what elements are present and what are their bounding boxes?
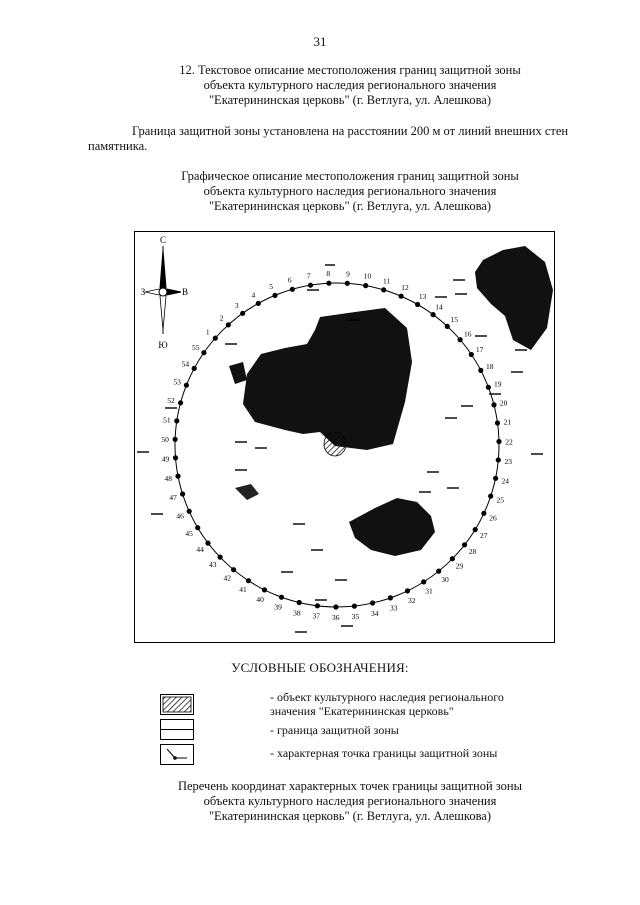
legend-title: УСЛОВНЫЕ ОБОЗНАЧЕНИЯ: xyxy=(231,660,409,675)
legend-symbol-point xyxy=(160,744,194,765)
boundary-point-17 xyxy=(469,352,474,357)
boundary-point-label-21: 21 xyxy=(503,417,512,427)
compass-west-label: З xyxy=(140,287,146,297)
boundary-point-label-1: 1 xyxy=(205,327,210,337)
boundary-point-22 xyxy=(496,439,501,444)
boundary-point-38 xyxy=(297,600,302,605)
boundary-point-10 xyxy=(363,283,368,288)
boundary-point-label-20: 20 xyxy=(499,398,508,408)
boundary-point-label-49: 49 xyxy=(161,454,170,464)
boundary-point-label-48: 48 xyxy=(164,474,172,483)
boundary-point-label-47: 47 xyxy=(169,493,177,502)
boundary-point-14 xyxy=(431,312,436,317)
legend-item3: - характерная точка границы защитной зоны xyxy=(270,746,498,760)
boundary-point-39 xyxy=(279,595,284,600)
boundary-point-label-44: 44 xyxy=(196,545,204,555)
boundary-point-40 xyxy=(262,587,267,592)
heading-text-description xyxy=(60,63,640,108)
legend-item1-line1: - объект культурного наследия регионального xyxy=(270,690,504,704)
boundary-point-label-17: 17 xyxy=(475,344,484,354)
boundary-point-label-25: 25 xyxy=(496,495,504,505)
legend-heritage-text xyxy=(270,690,504,718)
legend-item2: - граница защитной зоны xyxy=(270,723,399,737)
heading-coordinates-list xyxy=(60,779,640,824)
boundary-point-2 xyxy=(226,322,231,327)
map-dark-area-bottom xyxy=(349,498,435,556)
boundary-point-27 xyxy=(473,527,478,532)
boundary-point-label-19: 19 xyxy=(493,379,502,389)
boundary-point-label-9: 9 xyxy=(346,269,350,279)
boundary-point-label-29: 29 xyxy=(455,561,464,571)
boundary-point-30 xyxy=(436,569,441,574)
boundary-point-45 xyxy=(195,525,200,530)
heading3-line3: "Екатерининская церковь" (г. Ветлуга, ул. Алешкова) xyxy=(208,809,492,823)
legend-symbol-boundary xyxy=(160,719,194,740)
protection-zone-map xyxy=(134,231,555,643)
boundary-point-label-3: 3 xyxy=(234,301,239,311)
heading2-line1: Графическое описание местоположения границ защитной зоны xyxy=(181,169,519,183)
boundary-point-29 xyxy=(450,556,455,561)
boundary-point-label-22: 22 xyxy=(505,437,513,447)
heritage-object-hatched xyxy=(324,432,346,456)
boundary-point-34 xyxy=(370,600,375,605)
boundary-point-12 xyxy=(399,294,404,299)
map-dark-area-bottomleft xyxy=(235,484,259,500)
boundary-point-55 xyxy=(201,350,206,355)
boundary-point-31 xyxy=(421,579,426,584)
map-canvas xyxy=(135,232,554,642)
boundary-point-26 xyxy=(481,511,486,516)
map-dark-area-topright xyxy=(475,246,553,350)
boundary-point-label-38: 38 xyxy=(293,608,301,618)
boundary-point-32 xyxy=(405,588,410,593)
boundary-point-48 xyxy=(175,474,180,479)
boundary-point-label-14: 14 xyxy=(435,302,443,312)
boundary-point-label-33: 33 xyxy=(389,603,398,613)
boundary-point-43 xyxy=(218,555,223,560)
boundary-point-label-36: 36 xyxy=(332,613,340,622)
boundary-point-35 xyxy=(352,604,357,609)
boundary-point-16 xyxy=(458,337,463,342)
boundary-point-33 xyxy=(388,595,393,600)
boundary-point-25 xyxy=(488,494,493,499)
boundary-point-label-4: 4 xyxy=(251,290,256,300)
boundary-point-label-26: 26 xyxy=(489,513,497,523)
boundary-point-label-16: 16 xyxy=(464,329,472,339)
boundary-point-label-50: 50 xyxy=(161,434,169,444)
boundary-point-label-45: 45 xyxy=(185,528,193,538)
boundary-point-20 xyxy=(491,402,496,407)
heading2-line2: объекта культурного наследия регионального значения xyxy=(203,184,497,198)
boundary-point-37 xyxy=(315,603,320,608)
boundary-point-label-42: 42 xyxy=(223,573,231,583)
boundary-point-13 xyxy=(415,302,420,307)
boundary-point-label-32: 32 xyxy=(408,595,416,605)
heading1-line3: "Екатерининская церковь" (г. Ветлуга, ул. Алешкова) xyxy=(208,93,492,107)
compass-east-label: В xyxy=(181,287,189,297)
boundary-point-label-18: 18 xyxy=(485,361,494,371)
boundary-point-54 xyxy=(192,366,197,371)
boundary-point-28 xyxy=(462,542,467,547)
boundary-point-53 xyxy=(184,383,189,388)
zone-description-paragraph: Граница защитной зоны установлена на расстоянии 200 м от линий внешних стен памятника. xyxy=(88,124,569,153)
boundary-point-label-2: 2 xyxy=(219,313,224,323)
heading-graphic-description xyxy=(60,169,640,214)
boundary-point-18 xyxy=(478,368,483,373)
boundary-point-label-39: 39 xyxy=(274,602,282,612)
boundary-point-label-52: 52 xyxy=(167,396,175,406)
map-dark-area-left-small xyxy=(229,362,247,384)
heading1-line2: объекта культурного наследия регионального значения xyxy=(203,78,497,92)
boundary-point-label-51: 51 xyxy=(163,415,171,425)
boundary-point-1 xyxy=(213,336,218,341)
map-dark-area-center xyxy=(243,308,412,450)
boundary-point-47 xyxy=(180,491,185,496)
boundary-point-label-30: 30 xyxy=(441,574,449,584)
boundary-point-36 xyxy=(333,604,338,609)
compass-south-label: Ю xyxy=(158,340,168,350)
boundary-point-label-23: 23 xyxy=(504,456,513,466)
boundary-point-44 xyxy=(205,541,210,546)
boundary-point-label-55: 55 xyxy=(191,343,200,352)
boundary-point-8 xyxy=(326,281,331,286)
heading2-line3: "Екатерининская церковь" (г. Ветлуга, ул. Алешкова) xyxy=(208,199,492,213)
boundary-point-4 xyxy=(256,301,261,306)
boundary-point-label-27: 27 xyxy=(479,530,488,540)
boundary-point-label-40: 40 xyxy=(256,594,264,604)
boundary-point-label-28: 28 xyxy=(468,547,477,556)
page-number: 31 xyxy=(313,34,327,49)
boundary-point-label-6: 6 xyxy=(287,275,292,285)
boundary-point-label-8: 8 xyxy=(326,269,331,279)
legend-item1-line2: значения "Екатерининская церковь" xyxy=(270,704,454,718)
boundary-point-24 xyxy=(493,476,498,481)
boundary-point-50 xyxy=(173,437,178,442)
compass-north-label: С xyxy=(159,235,167,245)
boundary-point-label-53: 53 xyxy=(173,377,181,387)
boundary-point-label-43: 43 xyxy=(209,560,217,569)
boundary-point-49 xyxy=(173,455,178,460)
boundary-point-label-31: 31 xyxy=(425,586,433,596)
boundary-point-label-34: 34 xyxy=(371,608,379,618)
boundary-point-51 xyxy=(174,418,179,423)
boundary-point-9 xyxy=(345,281,350,286)
boundary-point-label-37: 37 xyxy=(312,611,320,621)
boundary-point-23 xyxy=(496,457,501,462)
boundary-point-label-46: 46 xyxy=(176,511,184,521)
boundary-point-label-24: 24 xyxy=(501,476,510,486)
boundary-point-21 xyxy=(495,420,500,425)
compass-rose xyxy=(145,246,181,334)
boundary-point-label-5: 5 xyxy=(269,282,273,292)
boundary-point-label-54: 54 xyxy=(181,359,190,369)
heading3-line2: объекта культурного наследия регионального значения xyxy=(203,794,497,808)
boundary-point-label-12: 12 xyxy=(401,283,409,292)
boundary-point-6 xyxy=(290,287,295,292)
boundary-point-label-11: 11 xyxy=(382,276,391,286)
boundary-point-19 xyxy=(486,385,491,390)
boundary-point-11 xyxy=(381,287,386,292)
heading1-line1: 12. Текстовое описание местоположения границ защитной зоны xyxy=(179,63,521,77)
boundary-point-42 xyxy=(231,567,236,572)
boundary-point-41 xyxy=(246,578,251,583)
heading3-line1: Перечень координат характерных точек границы защитной зоны xyxy=(177,779,523,793)
boundary-point-7 xyxy=(308,283,313,288)
boundary-point-3 xyxy=(240,311,245,316)
boundary-point-label-35: 35 xyxy=(351,612,360,621)
boundary-point-15 xyxy=(445,324,450,329)
boundary-point-46 xyxy=(187,509,192,514)
boundary-point-label-10: 10 xyxy=(363,271,372,281)
boundary-point-label-13: 13 xyxy=(418,291,427,301)
boundary-point-52 xyxy=(178,400,183,405)
boundary-point-label-15: 15 xyxy=(450,315,458,325)
boundary-point-5 xyxy=(272,293,277,298)
boundary-point-label-7: 7 xyxy=(306,271,311,281)
boundary-point-label-41: 41 xyxy=(239,585,247,595)
legend-symbol-hatched xyxy=(160,694,194,715)
